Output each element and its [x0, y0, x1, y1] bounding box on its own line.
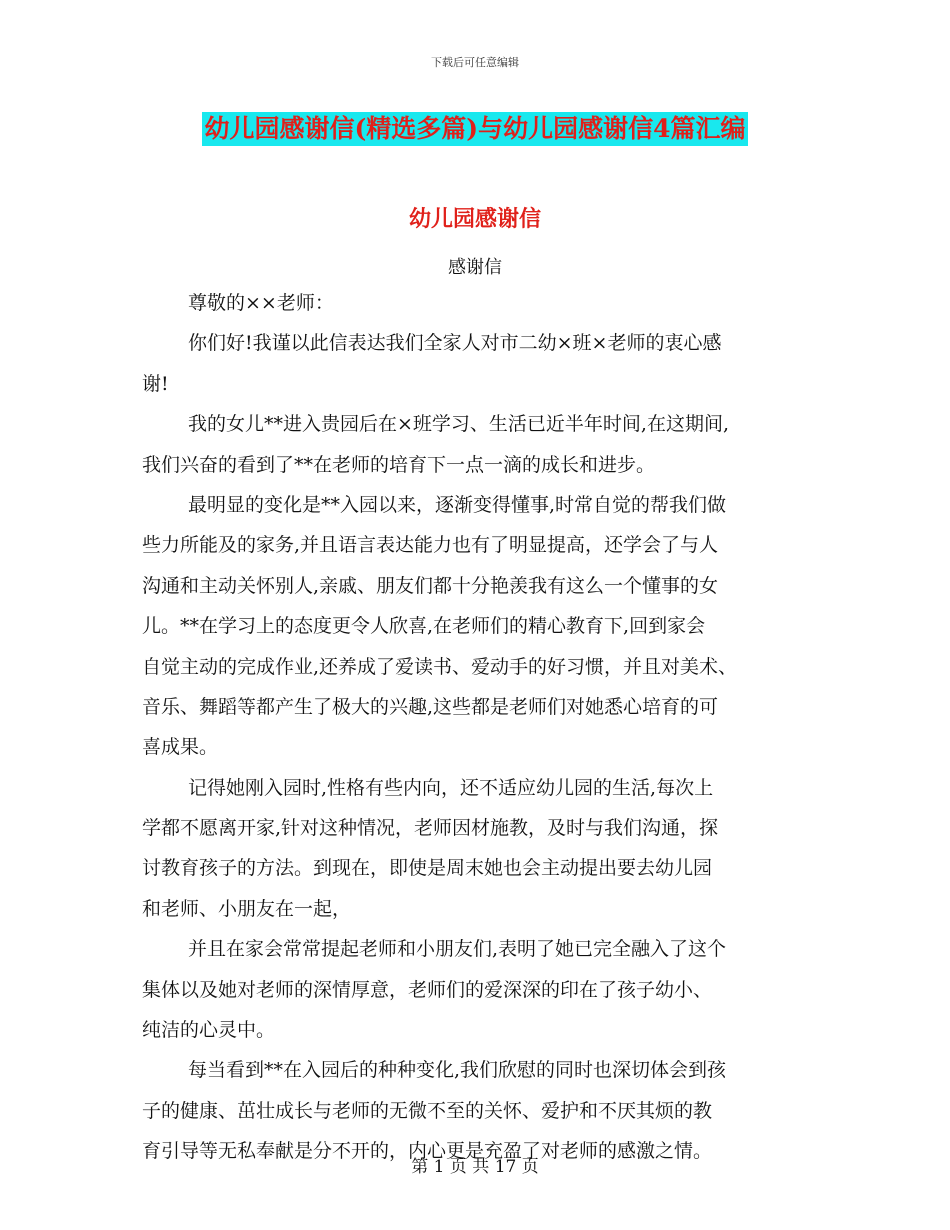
body-line: 自觉主动的完成作业,还养成了爱读书、爱动手的好习惯，并且对美术、	[142, 655, 738, 678]
body-line: 纯洁的心灵中。	[142, 1019, 276, 1042]
body-line: 我们兴奋的看到了**在老师的培育下一点一滴的成长和进步。	[142, 453, 656, 476]
body-line: 儿。**在学习上的态度更令人欣喜,在老师们的精心教育下,回到家会	[142, 615, 706, 638]
body-line: 学都不愿离开家,针对这种情况，老师因材施教，及时与我们沟通，探	[142, 817, 719, 840]
body-line: 喜成果。	[142, 736, 219, 759]
page-header-note: 下载后可任意编辑	[431, 56, 519, 69]
body-line: 你们好!我谨以此信表达我们全家人对市二幼×班×老师的衷心感	[188, 332, 722, 355]
salutation-line: 尊敬的××老师：	[188, 292, 334, 314]
letter-heading: 感谢信	[448, 257, 502, 278]
document-title-container	[0, 112, 950, 146]
body-line: 和老师、小朋友在一起，	[142, 897, 352, 920]
body-line: 讨教育孩子的方法。到现在，即使是周末她也会主动提出要去幼儿园	[142, 857, 713, 880]
document-title: 幼儿园感谢信(精选多篇)与幼儿园感谢信4篇汇编	[202, 112, 747, 146]
body-line: 最明显的变化是**入园以来，逐渐变得懂事,时常自觉的帮我们做	[188, 493, 727, 516]
body-line: 谢!	[142, 372, 169, 395]
page-number: 第 1 页 共 17 页	[411, 1157, 539, 1177]
body-line: 并且在家会常常提起老师和小朋友们,表明了她已完全融入了这个	[188, 938, 727, 961]
body-line: 音乐、舞蹈等都产生了极大的兴趣,这些都是老师们对她悉心培育的可	[142, 695, 719, 718]
body-line: 些力所能及的家务,并且语言表达能力也有了明显提高，还学会了与人	[142, 534, 719, 557]
body-line: 记得她刚入园时,性格有些内向，还不适应幼儿园的生活,每次上	[188, 776, 714, 799]
letter-body	[142, 283, 822, 1172]
body-line: 我的女儿**进入贵园后在×班学习、生活已近半年时间,在这期间,	[188, 413, 730, 436]
body-line: 集体以及她对老师的深情厚意，老师们的爱深深的印在了孩子幼小、	[142, 978, 713, 1001]
section-title: 幼儿园感谢信	[408, 206, 541, 232]
body-line: 子的健康、茁壮成长与老师的无微不至的关怀、爱护和不厌其烦的教	[142, 1099, 713, 1122]
body-line: 育引导等无私奉献是分不开的，内心更是充盈了对老师的感激之情。	[142, 1140, 713, 1163]
body-line: 沟通和主动关怀别人,亲戚、朋友们都十分艳羡我有这么一个懂事的女	[142, 574, 719, 597]
body-line: 每当看到**在入园后的种种变化,我们欣慰的同时也深切体会到孩	[188, 1059, 727, 1082]
